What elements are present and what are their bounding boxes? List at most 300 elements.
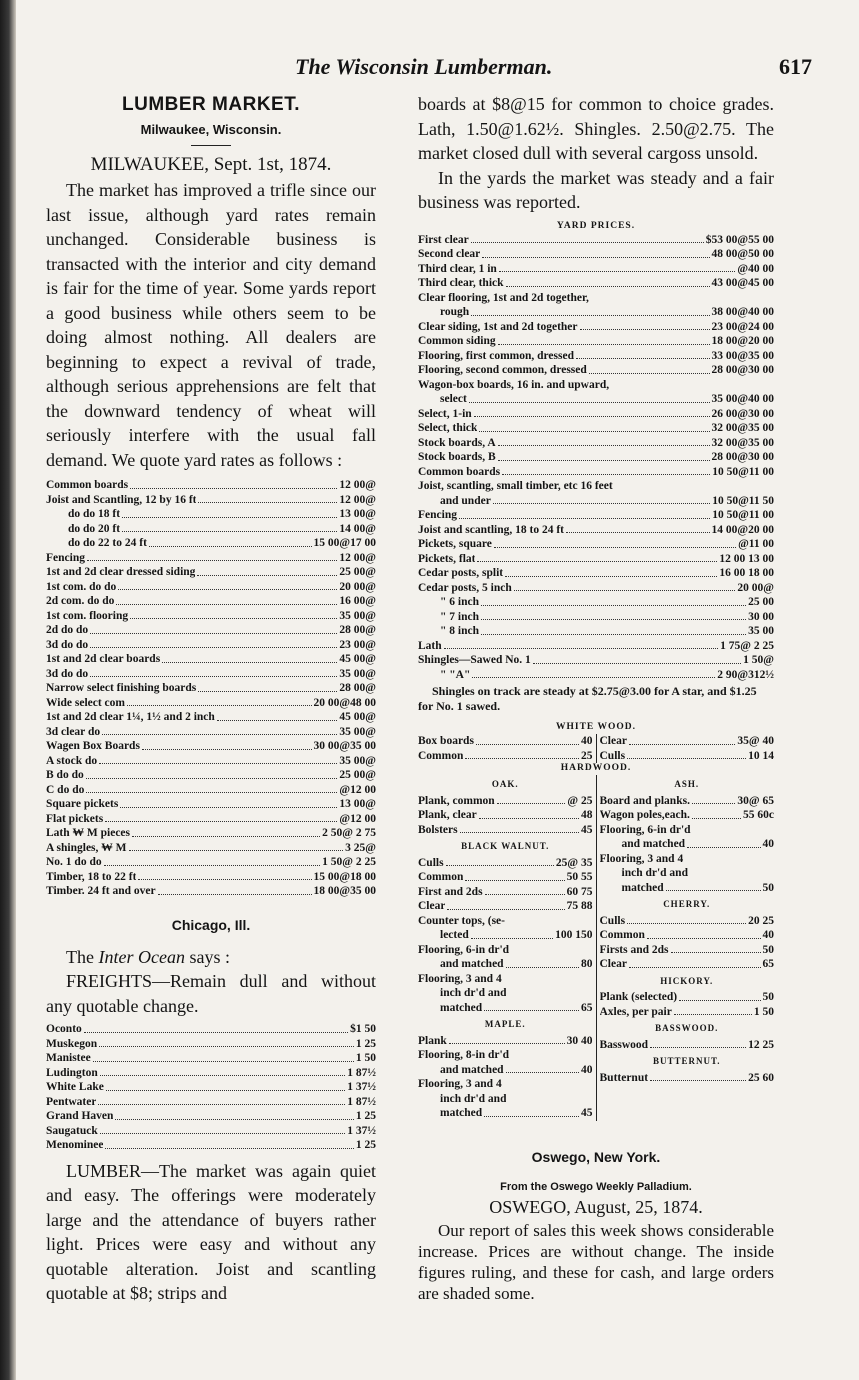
page-number: 617: [779, 54, 812, 79]
table-row: [600, 823, 775, 838]
city-heading-chicago: Chicago, Ill.: [171, 916, 251, 933]
table-row: [418, 808, 593, 823]
row-value: 30 00@35 00: [313, 740, 376, 752]
row-value: 15 00@18 00: [313, 870, 376, 883]
row-label: Lath: [418, 639, 442, 652]
table-row: [418, 943, 593, 958]
leader-dots: [198, 493, 337, 504]
row-label: Clear: [599, 735, 627, 747]
leader-dots: [469, 392, 710, 403]
row-value: @12 00: [339, 783, 376, 796]
leader-dots: [93, 1051, 354, 1062]
table-row: [418, 1048, 593, 1063]
leader-dots: [591, 291, 772, 302]
table-row: [46, 739, 376, 754]
row-value: 35 00@: [339, 667, 376, 680]
row-value: 55 60c: [743, 809, 774, 821]
yard-price-table: [418, 233, 774, 683]
leader-dots: [120, 797, 337, 808]
table-row: [600, 852, 775, 867]
row-value: @ 25: [567, 794, 593, 807]
row-label: Joist and scantling, 18 to 24 ft: [418, 523, 564, 536]
table-row: [46, 551, 376, 566]
row-label: Clear: [418, 900, 446, 912]
table-row: [600, 928, 775, 943]
leader-dots: [508, 986, 590, 997]
table-row: [46, 681, 376, 696]
leader-dots: [217, 710, 338, 721]
table-subheading: OAK.: [491, 779, 519, 789]
table-row: [418, 823, 593, 838]
right-column: [418, 92, 774, 1304]
leader-dots: [471, 233, 704, 244]
oswego-paragraph: Our report of sales this week shows considerable increase. Prices are without change. The inside figures ruling, and these for cash, and large orders are shaded some.: [418, 1220, 774, 1303]
row-value: 23 00@24 00: [711, 320, 774, 333]
row-value: 40: [581, 735, 593, 747]
white-wood-heading: WHITE WOOD.: [556, 722, 636, 732]
row-label: Pentwater: [46, 1095, 97, 1108]
leader-dots: [690, 866, 772, 877]
table-subheading: MAPLE.: [484, 1019, 526, 1029]
row-value: 20 25: [748, 914, 774, 927]
row-label: C do do: [46, 783, 85, 796]
leader-dots: [497, 794, 566, 805]
row-label: Timber, 18 to 22 ft: [46, 870, 137, 883]
leader-dots: [122, 522, 337, 533]
white-wood-table: [418, 734, 774, 763]
row-label: inch dr'd and: [440, 1092, 507, 1105]
table-row: [46, 812, 376, 827]
leader-dots: [197, 565, 337, 576]
table-row: [46, 623, 376, 638]
leader-dots: [132, 826, 320, 837]
row-label: Flooring, 3 and 4: [418, 972, 502, 985]
row-label: and matched: [440, 1063, 504, 1076]
row-value: 35 00: [748, 625, 774, 637]
table-row: [418, 668, 774, 683]
table-row: [600, 837, 775, 852]
table-row: [418, 749, 593, 764]
row-value: 45: [581, 1107, 593, 1119]
source-line: From the Oswego Weekly Palladium.: [500, 1180, 692, 1193]
table-row: [46, 1138, 376, 1153]
table-row: [418, 595, 774, 610]
leader-dots: [99, 1037, 354, 1048]
table-row: [46, 1037, 376, 1052]
row-value: @11 00: [738, 538, 774, 550]
row-value: 28 00@: [339, 682, 376, 694]
leader-dots: [118, 580, 337, 591]
row-label: Lath ₩ M pieces: [46, 827, 131, 839]
leader-dots: [84, 1022, 348, 1033]
row-value: 28 00@30 00: [711, 364, 774, 376]
table-row: [600, 866, 775, 881]
leader-dots: [460, 823, 579, 834]
leader-dots: [130, 609, 337, 620]
leader-dots: [100, 1124, 345, 1135]
row-label: Stock boards, B: [418, 451, 496, 463]
row-value: 3 25@: [345, 841, 376, 854]
table-row: [418, 523, 774, 538]
row-label: 1st and 2d clear 1¼, 1½ and 2 inch: [46, 711, 215, 723]
table-row: [46, 841, 376, 856]
leader-dots: [511, 943, 590, 954]
row-label: Third clear, 1 in: [418, 262, 497, 275]
table-row: [46, 609, 376, 624]
table-row: [46, 783, 376, 798]
leader-dots: [106, 1080, 345, 1091]
row-value: 25 00: [748, 596, 774, 608]
table-row: [600, 1005, 775, 1020]
leader-dots: [484, 1001, 579, 1012]
row-value: 26 00@30 00: [711, 407, 774, 420]
table-row: [600, 1038, 775, 1053]
row-value: 32 00@35 00: [711, 436, 774, 449]
row-label: Culls: [599, 749, 626, 762]
row-label: First clear: [418, 233, 469, 246]
row-value: 12 00 13 00: [719, 552, 774, 565]
row-label: First and 2ds: [418, 885, 483, 898]
row-label: " 6 inch: [440, 596, 479, 608]
table-row: [418, 508, 774, 523]
leader-dots: [472, 668, 715, 679]
row-value: 48: [581, 809, 593, 821]
leader-dots: [504, 972, 591, 983]
row-value: 75 88: [566, 900, 593, 912]
row-label: lected: [440, 929, 469, 941]
row-value: 45 00@: [339, 711, 376, 723]
table-row: [418, 1001, 593, 1016]
row-label: Joist, scantling, small timber, etc 16 feet: [418, 480, 613, 492]
row-label: No. 1 do do: [46, 856, 102, 868]
leader-dots: [666, 881, 761, 892]
row-value: 40: [581, 1063, 593, 1076]
leader-dots: [494, 537, 736, 548]
table-row: [46, 710, 376, 725]
row-label: Narrow select finishing boards: [46, 682, 197, 694]
row-value: 1 87½: [347, 1066, 376, 1079]
row-label: Flat pickets: [46, 812, 104, 825]
divider: [191, 145, 231, 146]
inter-ocean-post: says :: [184, 946, 230, 967]
chicago-continued-paragraph: boards at $8@15 for common to choice grades. Lath, 1.50@1.62½. Shingles. 2.50@2.75. The market closed dull with several cargoss unsold.: [418, 94, 774, 163]
row-label: Clear siding, 1st and 2d together: [418, 320, 578, 333]
leader-dots: [99, 754, 337, 765]
table-row: [46, 1066, 376, 1081]
row-label: Ludington: [46, 1066, 98, 1079]
leader-dots: [511, 1048, 590, 1059]
row-value: 28 00@30 00: [711, 451, 774, 463]
row-value: 38 00@40 00: [711, 306, 774, 318]
row-value: 33 00@35 00: [711, 349, 774, 362]
row-value: 50: [762, 991, 774, 1003]
table-row: [418, 624, 774, 639]
leader-dots: [506, 1063, 579, 1074]
table-row: [418, 581, 774, 596]
table-row: [418, 233, 774, 248]
table-row: [46, 507, 376, 522]
row-label: Common: [418, 749, 464, 762]
row-value: 35@ 40: [737, 735, 774, 747]
row-label: Counter tops, (se-: [418, 914, 505, 927]
row-value: 48 00@50 00: [711, 248, 774, 260]
table-row: [418, 349, 774, 364]
table-row: [418, 928, 593, 943]
row-value: 14 00@: [339, 522, 376, 535]
leader-dots: [499, 262, 736, 273]
leader-dots: [611, 378, 772, 389]
leader-dots: [198, 681, 337, 692]
row-label: Culls: [599, 914, 626, 927]
leader-dots: [498, 334, 710, 345]
row-value: 35 00@: [339, 609, 376, 622]
leader-dots: [493, 494, 710, 505]
section-title: LUMBER MARKET.: [122, 94, 300, 115]
table-row: [418, 639, 774, 654]
yards-paragraph: In the yards the market was steady and a fair business was reported.: [418, 167, 774, 212]
leader-dots: [507, 914, 591, 925]
row-value: 50 55: [566, 871, 593, 883]
leader-dots: [505, 566, 717, 577]
table-row: [600, 881, 775, 896]
table-row: [418, 320, 774, 335]
leader-dots: [679, 990, 760, 1001]
row-label: 3d clear do: [46, 725, 101, 738]
table-row: [46, 594, 376, 609]
table-row: [418, 1063, 593, 1078]
table-row: [418, 870, 593, 885]
row-label: Oconto: [46, 1023, 82, 1035]
row-value: 50: [762, 881, 774, 894]
row-label: Flooring, 3 and 4: [418, 1078, 502, 1090]
row-value: 28 00@: [339, 624, 376, 636]
leader-dots: [479, 808, 579, 819]
leader-dots: [482, 247, 709, 258]
table-row: [418, 421, 774, 436]
table-row: [418, 262, 774, 277]
row-value: 65: [762, 958, 774, 970]
table-row: [46, 493, 376, 508]
row-value: 15 00@17 00: [313, 537, 376, 549]
table-row: [418, 247, 774, 262]
row-value: 1 50@ 2 25: [322, 856, 376, 868]
leader-dots: [589, 363, 710, 374]
row-value: 13 00@: [339, 798, 376, 810]
table-row: [418, 1034, 593, 1049]
leader-dots: [506, 957, 579, 968]
row-label: Firsts and 2ds: [599, 943, 669, 956]
leader-dots: [671, 943, 761, 954]
row-value: 2 90@312½: [717, 668, 774, 681]
table-row: [46, 855, 376, 870]
row-label: Common: [418, 871, 464, 883]
leader-dots: [474, 407, 710, 418]
table-subheading: BASSWOOD.: [655, 1023, 719, 1033]
row-label: do do 18 ft: [68, 508, 121, 520]
leader-dots: [90, 638, 337, 649]
leader-dots: [129, 841, 344, 852]
leader-dots: [122, 507, 337, 518]
table-row: [46, 1022, 376, 1037]
row-label: Basswood: [599, 1038, 649, 1051]
row-value: 10 14: [748, 749, 774, 762]
leader-dots: [127, 696, 312, 707]
row-label: Saugatuck: [46, 1124, 98, 1137]
row-label: Wagon-box boards, 16 in. and upward,: [418, 378, 610, 391]
table-subheading: BUTTERNUT.: [652, 1056, 721, 1066]
row-value: 12 00@: [339, 479, 376, 491]
row-value: 80: [581, 958, 593, 970]
city-heading-milwaukee: Milwaukee, Wisconsin.: [140, 122, 282, 137]
leader-dots: [471, 928, 553, 939]
row-label: matched: [440, 1001, 483, 1014]
leader-dots: [674, 1005, 752, 1016]
leader-dots: [498, 436, 710, 447]
row-value: 35 00@40 00: [711, 393, 774, 405]
leader-dots: [576, 349, 710, 360]
row-value: 25@ 35: [555, 856, 593, 869]
table-row: [600, 957, 775, 972]
row-label: Cedar posts, 5 inch: [418, 581, 512, 594]
leader-dots: [465, 749, 579, 760]
row-label: Third clear, thick: [418, 277, 504, 289]
leader-dots: [446, 856, 554, 867]
leader-dots: [485, 885, 565, 896]
row-value: 18 00@20 00: [711, 335, 774, 347]
leader-dots: [465, 870, 564, 881]
row-label: Plank, clear: [418, 809, 477, 821]
yard-prices-heading: YARD PRICES.: [556, 220, 636, 231]
table-row: [46, 1124, 376, 1139]
row-label: do do 20 ft: [68, 522, 121, 535]
row-value: $53 00@55 00: [705, 233, 774, 246]
table-row: [46, 536, 376, 551]
row-label: Timber. 24 ft and over: [46, 885, 156, 897]
row-label: rough: [440, 306, 470, 318]
row-label: Shingles—Sawed No. 1: [418, 654, 531, 666]
row-label: 3d do do: [46, 667, 89, 680]
hardwood-right: [597, 775, 775, 1121]
leader-dots: [477, 552, 717, 563]
lumber-paragraph: LUMBER—The market was again quiet and easy. The offerings were moderately large and the attendance of buyers rather light. Prices were easy and without any quotable alteration. Joist and scantling quotable at $8; strips and: [46, 1160, 376, 1303]
dateline-milwaukee: MILWAUKEE, Sept. 1st, 1874.: [90, 154, 332, 175]
leader-dots: [447, 899, 564, 910]
table-row: [418, 363, 774, 378]
leader-dots: [115, 1109, 353, 1120]
row-label: B do do: [46, 769, 84, 781]
table-row: [418, 957, 593, 972]
table-row: [418, 378, 774, 393]
leader-dots: [580, 320, 710, 331]
row-label: select: [440, 393, 467, 405]
white-wood-right: [597, 734, 775, 763]
leader-dots: [87, 551, 337, 562]
journal-title: The Wisconsin Lumberman.: [295, 54, 553, 79]
leader-dots: [162, 652, 337, 663]
row-value: 30@ 65: [737, 794, 774, 807]
table-row: [418, 986, 593, 1001]
leader-dots: [459, 508, 710, 519]
row-label: Plank, common: [418, 794, 495, 807]
row-value: 32 00@35 00: [711, 422, 774, 434]
row-label: Common siding: [418, 335, 496, 347]
row-value: 45: [581, 823, 593, 836]
table-row: [46, 884, 376, 899]
leader-dots: [650, 1071, 746, 1082]
dateline-oswego: OSWEGO, August, 25, 1874.: [489, 1196, 703, 1217]
table-row: [418, 972, 593, 987]
row-label: " 7 inch: [440, 610, 479, 623]
inter-ocean-pre: The: [66, 946, 99, 967]
leader-dots: [692, 794, 735, 805]
leader-dots: [687, 837, 760, 848]
row-label: Wagon poles,each.: [599, 809, 690, 821]
hardwood-heading: HARDWOOD.: [560, 763, 632, 773]
leader-dots: [100, 1066, 345, 1077]
row-label: Cedar posts, split: [418, 567, 504, 579]
leader-dots: [116, 594, 337, 605]
leader-dots: [533, 653, 741, 664]
row-label: Pickets, square: [418, 538, 492, 550]
row-value: 20 00@: [737, 581, 774, 594]
table-row: [418, 465, 774, 480]
row-label: " 8 inch: [440, 625, 479, 637]
row-label: Box boards: [418, 735, 474, 747]
row-value: 1 25: [355, 1110, 376, 1122]
table-row: [418, 291, 774, 306]
row-value: 13 00@: [339, 508, 376, 520]
row-value: 23 00@: [339, 638, 376, 651]
table-row: [600, 734, 775, 749]
row-label: Butternut: [599, 1071, 649, 1084]
leader-dots: [650, 1038, 746, 1049]
shingle-note: Shingles on track are steady at $2.75@3.00 for A star, and $1.25 for No. 1 sawed.: [418, 684, 757, 713]
table-row: [418, 450, 774, 465]
row-value: 43 00@45 00: [711, 277, 774, 289]
table-row: [600, 794, 775, 809]
table-row: [418, 610, 774, 625]
row-label: Plank: [418, 1034, 447, 1047]
row-label: matched: [621, 881, 664, 894]
freights-paragraph: FREIGHTS—Remain dull and without any quotable change.: [46, 971, 376, 1016]
row-value: 1 37½: [347, 1124, 376, 1137]
leader-dots: [479, 421, 709, 432]
row-value: 45 00@: [339, 653, 376, 665]
row-label: 2d com. do do: [46, 595, 115, 607]
table-row: [418, 552, 774, 567]
row-label: Select, 1-in: [418, 407, 472, 420]
hardwood-table: [418, 775, 774, 1121]
table-row: [600, 808, 775, 823]
leader-dots: [105, 1138, 353, 1149]
row-label: Flooring, 3 and 4: [599, 852, 684, 865]
leader-dots: [90, 623, 337, 634]
row-label: 1st com. flooring: [46, 609, 129, 622]
leader-dots: [514, 581, 736, 592]
leader-dots: [502, 465, 710, 476]
table-row: [46, 870, 376, 885]
table-row: [418, 334, 774, 349]
row-label: Grand Haven: [46, 1110, 114, 1122]
row-label: A stock do: [46, 754, 98, 767]
table-row: [418, 566, 774, 581]
table-row: [418, 1092, 593, 1107]
row-value: 25 60: [748, 1071, 774, 1084]
row-value: 1 50: [753, 1005, 774, 1018]
table-row: [418, 392, 774, 407]
row-value: 10 50@11 00: [712, 509, 774, 521]
row-value: 35 00@: [339, 754, 376, 767]
